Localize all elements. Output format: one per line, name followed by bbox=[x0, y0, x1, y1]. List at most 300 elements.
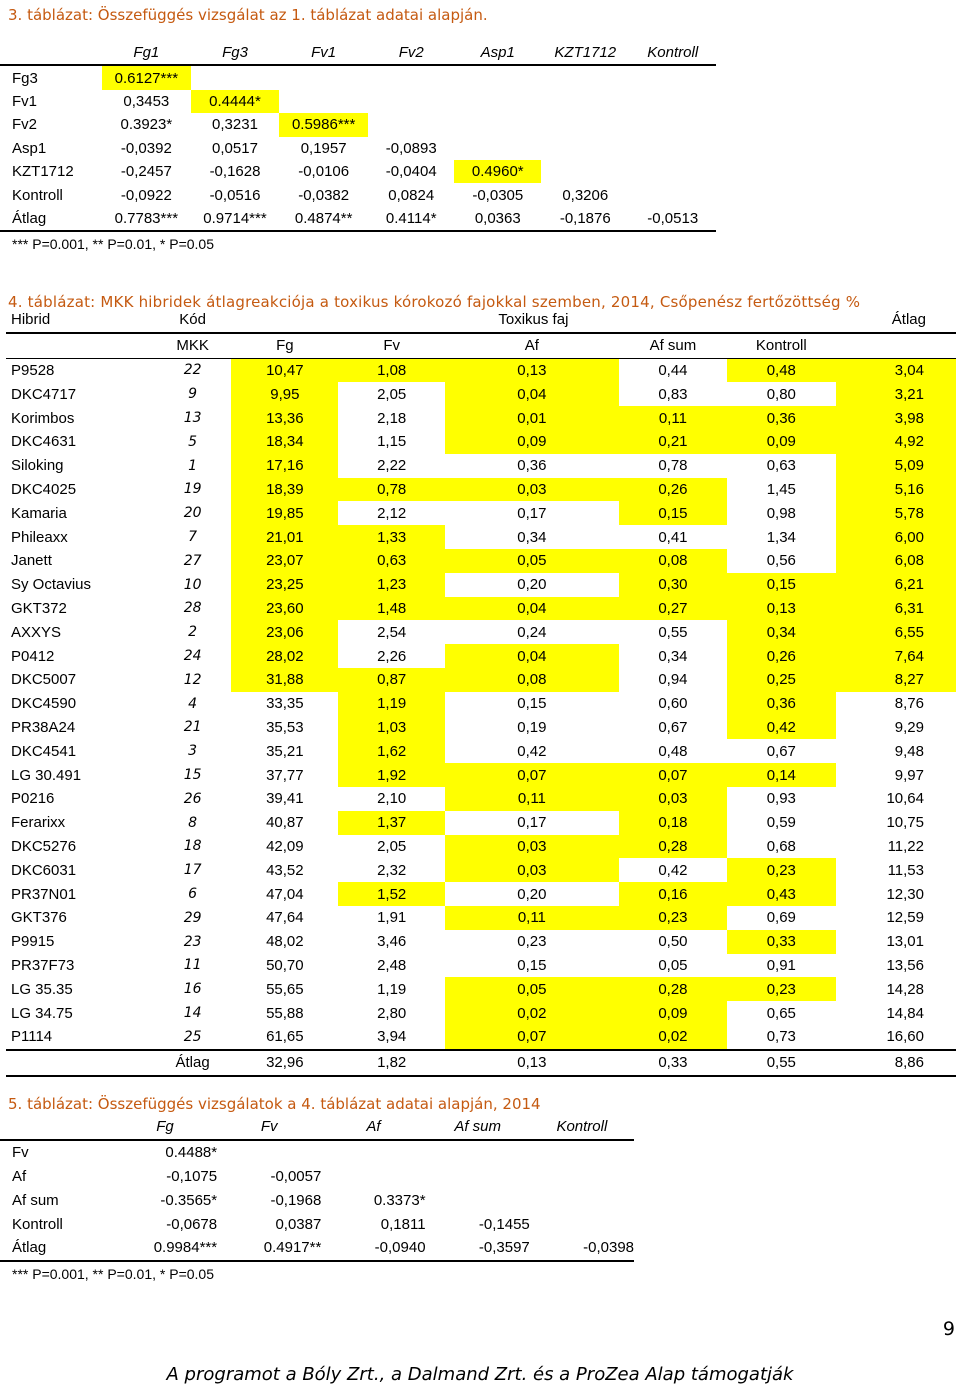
table4-value-fv: 0,87 bbox=[338, 668, 444, 692]
table3-cell: -0,0404 bbox=[385, 163, 437, 181]
table4-value-afsum: 0,30 bbox=[619, 573, 727, 597]
table4-row bbox=[6, 478, 956, 502]
table5-header-cell bbox=[0, 1115, 113, 1140]
table4-value-af: 0,03 bbox=[445, 858, 619, 882]
table4-value-fv: 0,63 bbox=[338, 549, 444, 573]
table4-header-hibrid: Hibrid bbox=[6, 308, 154, 333]
table4-row bbox=[6, 644, 956, 668]
table4-value-atlag: 4,92 bbox=[836, 430, 956, 454]
table5-cell: -0,0678 bbox=[166, 1215, 218, 1233]
table5-row bbox=[0, 1188, 634, 1212]
table3-header-cell: Fv1 bbox=[279, 41, 368, 65]
table4-value-atlag: 14,84 bbox=[886, 1004, 924, 1022]
table4-value-fg: 43,52 bbox=[266, 861, 304, 879]
table5-cell bbox=[426, 1165, 530, 1189]
table4-value-kontroll: 0,14 bbox=[727, 763, 836, 787]
page-number: 9 bbox=[942, 1318, 955, 1340]
table4-value-af: 0,05 bbox=[445, 977, 619, 1001]
table4-row bbox=[6, 858, 956, 882]
table4-code: 4 bbox=[188, 695, 198, 712]
table3-row bbox=[0, 65, 716, 89]
table4-value-atlag: 9,97 bbox=[894, 766, 924, 784]
table4-row bbox=[6, 811, 956, 835]
table4-hybrid-name: DKC4717 bbox=[11, 385, 77, 403]
table4-value-afsum: 0,34 bbox=[658, 647, 688, 665]
table4-value-atlag: 5,09 bbox=[836, 454, 956, 478]
table5-cell bbox=[426, 1140, 530, 1165]
table4-row bbox=[6, 668, 956, 692]
table4-value-fg: 23,07 bbox=[231, 549, 338, 573]
table3-cell: -0,1876 bbox=[541, 207, 629, 231]
table4-value-af: 0,13 bbox=[445, 358, 619, 382]
table5-cell: 0.4488* bbox=[165, 1144, 218, 1162]
table3-row-label: Fv2 bbox=[12, 116, 38, 134]
table4-hybrid-name: DKC5007 bbox=[11, 671, 77, 689]
table4-value-atlag: 13,01 bbox=[886, 933, 924, 951]
table4-subheader-afsum: Af sum bbox=[619, 333, 727, 358]
table4-row bbox=[6, 882, 956, 906]
table3-row-label: Fv1 bbox=[12, 92, 38, 110]
table5-cell bbox=[530, 1140, 634, 1165]
table4-value-af: 0,07 bbox=[445, 763, 619, 787]
table3-cell bbox=[368, 65, 454, 89]
table4-value-atlag: 5,78 bbox=[836, 501, 956, 525]
table4-value-fv: 2,18 bbox=[377, 409, 407, 427]
table4-subheader-fg: Fg bbox=[231, 333, 338, 358]
table4-subheader-row bbox=[6, 333, 956, 358]
table4-value-fv: 2,22 bbox=[377, 457, 407, 475]
table4-value-afsum: 0,02 bbox=[619, 1025, 727, 1050]
table4-value-kontroll: 0,09 bbox=[727, 430, 836, 454]
table4-value-fv: 2,32 bbox=[377, 861, 407, 879]
table4-value-fg: 19,85 bbox=[231, 501, 338, 525]
table3-caption: 3. táblázat: Összefüggés vizsgálat az 1. táblázat adatai alapján. bbox=[8, 6, 488, 24]
table4-value-fv: 1,48 bbox=[338, 597, 444, 621]
table3-row bbox=[0, 113, 716, 136]
table4-value-af: 0,15 bbox=[517, 956, 547, 974]
table4-value-fv: 1,37 bbox=[338, 811, 444, 835]
table4-value-kontroll: 0,93 bbox=[766, 790, 796, 808]
table4-value-atlag: 13,56 bbox=[886, 956, 924, 974]
table3-header-cell: KZT1712 bbox=[541, 41, 629, 65]
table4-hybrid-name: PR37F73 bbox=[11, 956, 75, 974]
table4-value-af: 0,01 bbox=[445, 406, 619, 430]
table3-cell: -0,2457 bbox=[120, 163, 172, 181]
table4-value-af: 0,15 bbox=[517, 695, 547, 713]
table4-hybrid-name: GKT376 bbox=[11, 909, 67, 927]
table4-value-fg: 47,64 bbox=[266, 909, 304, 927]
table4-code: 24 bbox=[183, 648, 202, 665]
table4-code: 13 bbox=[183, 410, 202, 427]
table4-code: 17 bbox=[183, 862, 202, 879]
table4-code: 26 bbox=[183, 790, 202, 807]
table4-value-fg: 35,53 bbox=[266, 718, 304, 736]
table5-cell: -0,0940 bbox=[321, 1236, 425, 1261]
table5-row bbox=[0, 1236, 634, 1261]
table5-cell: -0,1968 bbox=[270, 1191, 322, 1209]
table3-header-cell: Fg3 bbox=[191, 41, 280, 65]
table4-hybrid-name: Siloking bbox=[11, 457, 64, 475]
table4-value-af: 0,02 bbox=[445, 1001, 619, 1025]
table4-header-kod: Kód bbox=[154, 308, 231, 333]
table4-hybrid-name: Phileaxx bbox=[11, 528, 68, 546]
table4-value-afsum: 0,07 bbox=[619, 763, 727, 787]
table4-value-af: 0,09 bbox=[445, 430, 619, 454]
table4-value-fv: 1,62 bbox=[338, 739, 444, 763]
table4-value-fg: 28,02 bbox=[231, 644, 338, 668]
table4-value-af: 0,04 bbox=[445, 597, 619, 621]
table5-cell: 0,0387 bbox=[275, 1215, 322, 1233]
table5-cell bbox=[321, 1140, 425, 1165]
table4-value-af: 0,20 bbox=[517, 576, 547, 594]
table4-value-fg: 35,21 bbox=[266, 742, 304, 760]
table4-value-kontroll: 0,69 bbox=[766, 909, 796, 927]
table4-value-fv: 2,54 bbox=[377, 623, 407, 641]
table4-hybrid-name: LG 34.75 bbox=[11, 1004, 73, 1022]
table4-code: 5 bbox=[188, 433, 198, 450]
table4-value-fg: 33,35 bbox=[266, 695, 304, 713]
table4-hybrid-name: DKC4590 bbox=[11, 695, 77, 713]
table3-row bbox=[0, 183, 716, 206]
table4-code: 2 bbox=[188, 624, 198, 641]
table3-header-cell: Fv2 bbox=[368, 41, 454, 65]
table3-cell: -0,0305 bbox=[472, 186, 524, 204]
table3-cell: -0,0922 bbox=[120, 186, 172, 204]
table4-code: 8 bbox=[188, 814, 198, 831]
table4-hybrid-name: P0216 bbox=[11, 790, 55, 808]
table3-cell bbox=[368, 90, 454, 113]
table4-value-af: 0,17 bbox=[517, 814, 547, 832]
table3-cell bbox=[629, 65, 716, 89]
table5-row-label: Af sum bbox=[12, 1191, 59, 1209]
table4-value-af: 0,17 bbox=[517, 504, 547, 522]
table3-cell bbox=[454, 90, 541, 113]
table4-value-fv: 1,08 bbox=[338, 358, 444, 382]
table4-value-afsum: 0,08 bbox=[619, 549, 727, 573]
table4-row bbox=[6, 787, 956, 811]
table4-subheader-kontroll: Kontroll bbox=[727, 333, 836, 358]
table4-total-label: Átlag bbox=[154, 1050, 231, 1076]
table4-value-kontroll: 0,13 bbox=[727, 597, 836, 621]
table3-header-cell: Kontroll bbox=[629, 41, 716, 65]
table4-value-afsum: 0,05 bbox=[658, 956, 688, 974]
table4-value-fv: 1,91 bbox=[377, 909, 407, 927]
table4-row bbox=[6, 620, 956, 644]
table4-code: 23 bbox=[183, 933, 202, 950]
table4-value-kontroll: 0,43 bbox=[727, 882, 836, 906]
table3-cell: -0,0513 bbox=[629, 207, 716, 231]
table4-value-af: 0,03 bbox=[445, 835, 619, 859]
table4-value-fg: 37,77 bbox=[266, 766, 304, 784]
table5-cell: 0,1811 bbox=[380, 1215, 426, 1233]
table4-code: 14 bbox=[183, 1005, 202, 1021]
table4-value-atlag: 14,28 bbox=[886, 980, 924, 998]
table4-value-afsum: 0,60 bbox=[658, 695, 688, 713]
table4-code: 1 bbox=[188, 457, 198, 474]
table4-value-fg: 40,87 bbox=[266, 814, 304, 832]
table4-value-af: 0,20 bbox=[517, 885, 547, 903]
table4-value-afsum: 0,28 bbox=[619, 977, 727, 1001]
table4-total-fv: 1,82 bbox=[338, 1050, 444, 1076]
table5-row-label: Af bbox=[12, 1167, 27, 1185]
table4-row bbox=[6, 454, 956, 478]
table4-code: 10 bbox=[183, 576, 202, 593]
table4-value-kontroll: 0,59 bbox=[766, 814, 796, 832]
table3-cell: 0.6127*** bbox=[102, 65, 191, 89]
table4-row bbox=[6, 763, 956, 787]
table5-cell: -0,1455 bbox=[478, 1215, 530, 1233]
table4-hybrid-name: Janett bbox=[11, 552, 52, 570]
table4-subheader-fv: Fv bbox=[338, 333, 444, 358]
table4-row bbox=[6, 1001, 956, 1025]
table5-row bbox=[0, 1212, 634, 1236]
table3-cell: 0.5986*** bbox=[279, 113, 368, 136]
table4-hybrid-name: DKC6031 bbox=[11, 861, 77, 879]
table4-value-fv: 0,78 bbox=[338, 478, 444, 502]
table4-value-fv: 2,05 bbox=[377, 385, 407, 403]
table4-row bbox=[6, 597, 956, 621]
table5-header-cell: Af sum bbox=[426, 1115, 530, 1140]
table4-value-kontroll: 0,48 bbox=[727, 358, 836, 382]
table4-value-fg: 31,88 bbox=[231, 668, 338, 692]
table4-code: 9 bbox=[188, 386, 198, 403]
table4-value-fv: 1,15 bbox=[377, 433, 407, 451]
table3-row bbox=[0, 207, 716, 231]
table5-cell: -0,3597 bbox=[426, 1236, 530, 1261]
table5-cell bbox=[530, 1212, 634, 1236]
table3-cell bbox=[541, 160, 629, 183]
table3-cell: -0,0516 bbox=[209, 186, 261, 204]
table4-value-fv: 1,92 bbox=[338, 763, 444, 787]
table4-row bbox=[6, 716, 956, 740]
table5-cell bbox=[530, 1188, 634, 1212]
table3-cell bbox=[629, 113, 716, 136]
table5-row bbox=[0, 1165, 634, 1189]
table4-value-fg: 61,65 bbox=[231, 1025, 338, 1050]
table4-total-empty bbox=[6, 1050, 154, 1076]
table4-value-afsum: 0,26 bbox=[619, 478, 727, 502]
table5-cell: 0.4917** bbox=[217, 1236, 321, 1261]
table4-value-kontroll: 0,67 bbox=[766, 742, 796, 760]
table3-cell bbox=[368, 113, 454, 136]
table3-cell bbox=[454, 137, 541, 160]
table4-value-fv: 2,10 bbox=[377, 790, 407, 808]
table4-value-af: 0,24 bbox=[517, 623, 547, 641]
table3-cell bbox=[629, 137, 716, 160]
table4-value-afsum: 0,78 bbox=[658, 457, 688, 475]
table4-hybrid-name: DKC5276 bbox=[11, 837, 77, 855]
table5-cell bbox=[426, 1188, 530, 1212]
table4-value-afsum: 0,83 bbox=[658, 385, 688, 403]
table4-value-afsum: 0,48 bbox=[658, 742, 688, 760]
table3-header-cell: Fg1 bbox=[102, 41, 191, 65]
table3-cell bbox=[279, 90, 368, 113]
table4-hybrid-name: Ferarixx bbox=[11, 814, 66, 832]
table4-value-kontroll: 0,63 bbox=[766, 457, 796, 475]
table4-value-afsum: 0,42 bbox=[658, 861, 688, 879]
table5-significance-note: *** P=0.001, ** P=0.01, * P=0.05 bbox=[12, 1265, 214, 1282]
table4-hybrid-name: DKC4631 bbox=[11, 433, 77, 451]
table4-value-atlag: 11,53 bbox=[887, 861, 924, 879]
table3-row-label: Kontroll bbox=[12, 186, 63, 204]
table4-value-fv: 2,48 bbox=[377, 956, 407, 974]
table4-code: 22 bbox=[183, 362, 202, 379]
table4-value-afsum: 0,28 bbox=[619, 835, 727, 859]
table4-value-afsum: 0,67 bbox=[658, 718, 688, 736]
table4-code: 19 bbox=[183, 481, 202, 498]
table3-cell bbox=[454, 65, 541, 89]
table4-value-fv: 3,94 bbox=[338, 1025, 444, 1050]
table4-total-atlag: 8,86 bbox=[836, 1050, 956, 1076]
table4-value-af: 0,42 bbox=[517, 742, 547, 760]
table4-value-afsum: 0,50 bbox=[658, 933, 688, 951]
table4-row bbox=[6, 906, 956, 930]
table3-significance-note: *** P=0.001, ** P=0.01, * P=0.05 bbox=[12, 235, 214, 252]
table4-value-atlag: 6,55 bbox=[836, 620, 956, 644]
table4-value-atlag: 11,22 bbox=[887, 837, 924, 855]
table4-value-afsum: 0,41 bbox=[658, 528, 688, 546]
table4-hybrid-name: LG 30.491 bbox=[11, 766, 82, 784]
table3-cell: 0,0824 bbox=[388, 186, 435, 204]
table4-value-atlag: 6,08 bbox=[836, 549, 956, 573]
table4-value-afsum: 0,94 bbox=[658, 671, 688, 689]
table4-value-afsum: 0,21 bbox=[619, 430, 727, 454]
table4-code: 16 bbox=[183, 981, 202, 998]
table4-value-kontroll: 0,23 bbox=[727, 858, 836, 882]
table3-cell: 0,3453 bbox=[123, 92, 170, 110]
table5-header-row bbox=[0, 1115, 634, 1140]
table4-value-kontroll: 0,98 bbox=[766, 504, 796, 522]
table4-value-fv: 1,03 bbox=[338, 716, 444, 740]
table3-row bbox=[0, 160, 716, 183]
table4-hybrid-name: PR37N01 bbox=[11, 885, 77, 903]
table4-total-row bbox=[6, 1050, 956, 1076]
table4-value-fg: 47,04 bbox=[266, 885, 304, 903]
table4-row bbox=[6, 692, 956, 716]
table4-value-afsum: 0,03 bbox=[619, 787, 727, 811]
table4-row bbox=[6, 954, 956, 978]
table4-value-kontroll: 0,42 bbox=[727, 716, 836, 740]
table4-value-kontroll: 0,15 bbox=[727, 573, 836, 597]
table4-code: 7 bbox=[188, 529, 198, 546]
table4-code: 21 bbox=[183, 719, 202, 736]
table4-value-kontroll: 0,25 bbox=[727, 668, 836, 692]
table3-cell: 0.7783*** bbox=[102, 207, 191, 231]
table4-value-atlag: 9,29 bbox=[894, 718, 924, 736]
table4-value-atlag: 16,60 bbox=[836, 1025, 956, 1050]
table3-cell: 0.4874** bbox=[279, 207, 368, 231]
table4-value-kontroll: 0,56 bbox=[766, 552, 796, 570]
table4-hybrid-name: GKT372 bbox=[11, 599, 67, 617]
table3-header-cell: Asp1 bbox=[454, 41, 541, 65]
table5-header-cell: Kontroll bbox=[530, 1115, 634, 1140]
table3-row-label: Asp1 bbox=[12, 139, 47, 157]
table4-value-fg: 55,65 bbox=[266, 980, 304, 998]
table3-cell bbox=[629, 90, 716, 113]
table5-cell bbox=[321, 1165, 425, 1189]
table3-row bbox=[0, 90, 716, 113]
table5-cell: -0,0057 bbox=[270, 1167, 322, 1185]
table4-value-fv: 1,33 bbox=[338, 525, 444, 549]
table4-hybrid-name: AXXYS bbox=[11, 623, 62, 641]
table3-cell: -0,0392 bbox=[120, 139, 172, 157]
table3-cell: 0.4960* bbox=[454, 160, 541, 183]
table3-cell bbox=[541, 90, 629, 113]
table4-value-af: 0,11 bbox=[445, 906, 619, 930]
table4-value-kontroll: 1,34 bbox=[766, 528, 796, 546]
table4-value-afsum: 0,27 bbox=[619, 597, 727, 621]
table4-row bbox=[6, 977, 956, 1001]
table4-value-afsum: 0,23 bbox=[619, 906, 727, 930]
table4-value-atlag: 12,30 bbox=[886, 885, 924, 903]
table3-cell bbox=[629, 183, 716, 206]
table4-value-kontroll: 1,45 bbox=[766, 480, 796, 498]
table4-value-atlag: 8,27 bbox=[836, 668, 956, 692]
table5-cell: 0.9984*** bbox=[113, 1236, 217, 1261]
table4-value-af: 0,04 bbox=[445, 382, 619, 406]
table3-cell: -0,1628 bbox=[209, 163, 261, 181]
table4-value-atlag: 6,21 bbox=[836, 573, 956, 597]
table4-code: 28 bbox=[183, 600, 202, 617]
table4-value-fv: 2,80 bbox=[377, 1004, 407, 1022]
table4-total-fg: 32,96 bbox=[231, 1050, 338, 1076]
table3-cell bbox=[191, 65, 280, 89]
table4-value-af: 0,07 bbox=[445, 1025, 619, 1050]
table4-value-fv: 1,19 bbox=[377, 980, 407, 998]
table4-row bbox=[6, 549, 956, 573]
table4-hybrid-name: P9528 bbox=[11, 361, 55, 379]
table4-value-atlag: 3,04 bbox=[836, 358, 956, 382]
table3-cell bbox=[279, 65, 368, 89]
table3-cell bbox=[629, 160, 716, 183]
table4-value-fg: 21,01 bbox=[231, 525, 338, 549]
table5-cell bbox=[217, 1140, 321, 1165]
table4-code: 20 bbox=[183, 505, 202, 522]
table4-value-fv: 1,19 bbox=[338, 692, 444, 716]
table3-cell bbox=[541, 65, 629, 89]
table4-value-af: 0,05 bbox=[445, 549, 619, 573]
table4-value-fv: 2,26 bbox=[377, 647, 407, 665]
table4-value-kontroll: 0,33 bbox=[727, 930, 836, 954]
table4-row bbox=[6, 501, 956, 525]
table5-caption: 5. táblázat: Összefüggés vizsgálatok a 4. táblázat adatai alapján, 2014 bbox=[8, 1095, 541, 1113]
table3-row bbox=[0, 137, 716, 160]
table3-header-cell bbox=[0, 41, 102, 65]
table4-value-fg: 18,39 bbox=[231, 478, 338, 502]
table4-hybrid-name: DKC4025 bbox=[11, 480, 77, 498]
table4-value-fg: 23,25 bbox=[231, 573, 338, 597]
table4-subheader-empty bbox=[836, 333, 956, 358]
table3-cell: 0,3231 bbox=[212, 116, 258, 134]
table4-subheader-empty bbox=[6, 333, 154, 358]
table3-cell bbox=[454, 113, 541, 136]
table4-value-fg: 48,02 bbox=[266, 933, 304, 951]
table4-value-fv: 1,23 bbox=[338, 573, 444, 597]
table4-value-kontroll: 0,26 bbox=[727, 644, 836, 668]
table4-value-fg: 17,16 bbox=[231, 454, 338, 478]
table4-hybrid-name: P9915 bbox=[11, 933, 55, 951]
table4-row bbox=[6, 430, 956, 454]
table4-value-atlag: 5,16 bbox=[836, 478, 956, 502]
table4-value-afsum: 0,11 bbox=[619, 406, 727, 430]
table3-cell: 0.9714*** bbox=[191, 207, 280, 231]
table3-row-label: KZT1712 bbox=[12, 163, 74, 181]
table4-code: 15 bbox=[183, 767, 202, 784]
table4-hybrid-name: Korimbos bbox=[11, 409, 75, 427]
table4-row bbox=[6, 1025, 956, 1050]
table4-value-fg: 42,09 bbox=[266, 837, 304, 855]
table3-row-label: Fg3 bbox=[12, 69, 38, 87]
